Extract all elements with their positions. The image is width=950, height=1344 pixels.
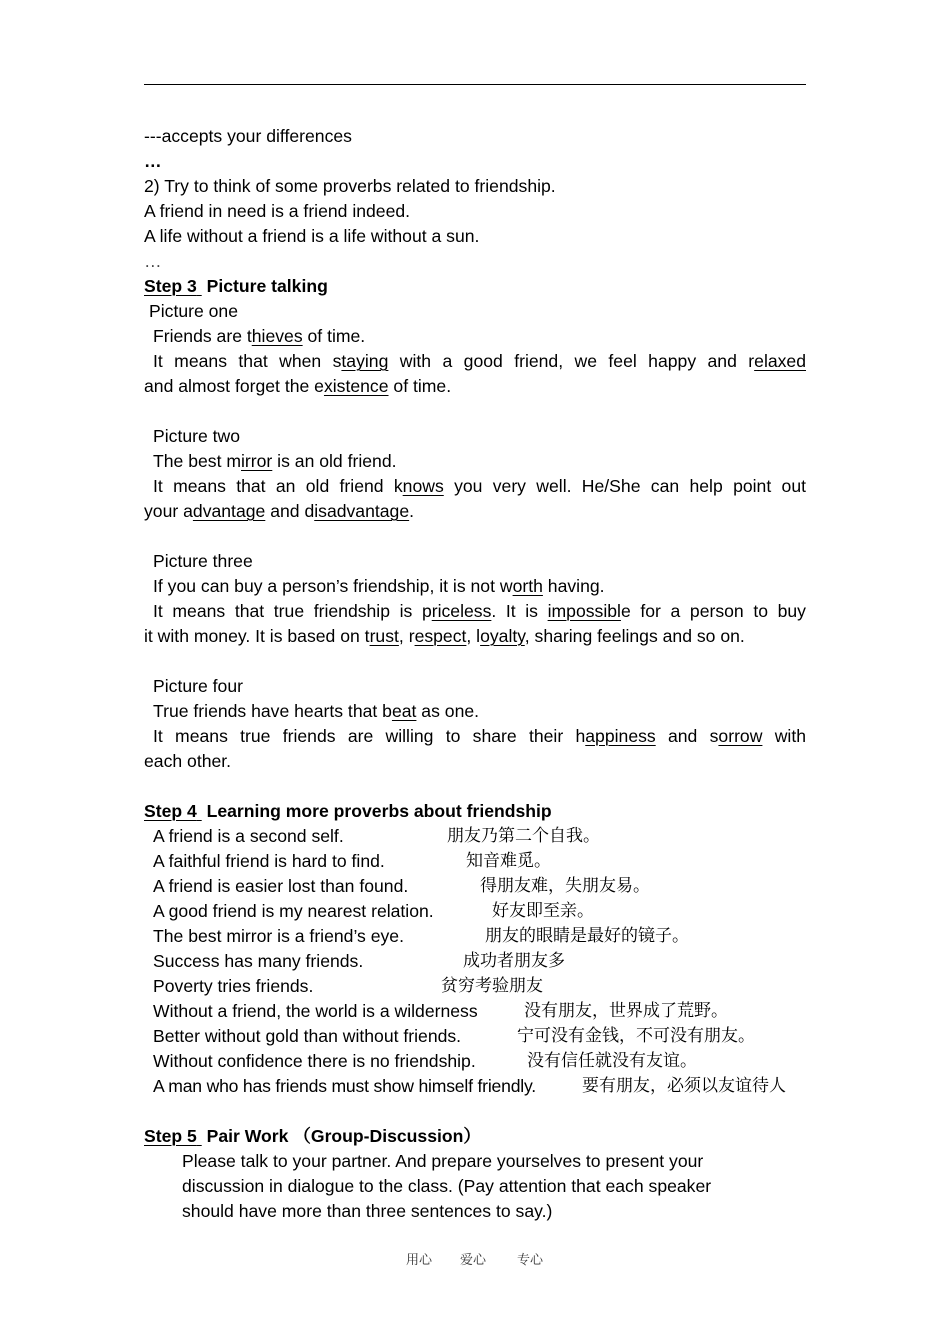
proverb-row: A friend is a second self. 朋友乃第二个自我。 [153, 826, 600, 846]
footer-item: 爱心 [460, 1253, 487, 1268]
step-heading [144, 1124, 806, 1149]
proverb-row: A man who has friends must show himself friendly. 要有朋友，必须以友谊待人 [153, 1076, 786, 1096]
task-instruction: 2) Try to think of some proverbs related to friendship. [144, 176, 556, 196]
picture-meaning-line: It means true friends are willing to share their happiness and sorrow with [153, 726, 806, 746]
discussion-instruction-line: should have more than three sentences to say.) [182, 1201, 553, 1221]
picture-sentence: True friends have hearts that beat as one. [153, 701, 480, 721]
blank-answer: irror [241, 451, 273, 471]
step-label: Step 4 [144, 801, 197, 821]
blank-answer: impossibl [547, 601, 621, 621]
header-rule [144, 84, 806, 85]
proverb-row: Poverty tries friends. 贫穷考验朋友 [153, 976, 543, 996]
proverb-row: A faithful friend is hard to find. 知音难觅。 [153, 851, 551, 871]
picture-meaning-line: and almost forget the existence of time. [144, 376, 452, 396]
step-title: Pair Work （Group-Discussion） [206, 1126, 481, 1146]
footer-item: 专心 [517, 1253, 544, 1268]
picture-meaning-line: your advantage and disadvantage. [144, 501, 415, 521]
blank-answer: xistence [323, 376, 389, 396]
picture-heading: Picture four [153, 676, 243, 696]
document-body [144, 124, 806, 1224]
footer-item: 用心 [406, 1253, 433, 1268]
blank-answer: hieves [251, 326, 303, 346]
picture-meaning-line: each other. [144, 751, 232, 771]
step-label: Step 5 [144, 1126, 197, 1146]
text-line: ---accepts your differences [144, 126, 352, 146]
picture-meaning-line: It means that an old friend knows you very well. He/She can help point out [153, 476, 806, 496]
proverb-row: A friend is easier lost than found. 得朋友难，失朋友易。 [153, 876, 650, 896]
step-heading [144, 274, 806, 299]
proverb-row: Better without gold than without friends. 宁可没有金钱，不可没有朋友。 [153, 1026, 755, 1046]
proverb: A life without a friend is a life without a sun. [144, 226, 480, 246]
step-title: Picture talking [206, 276, 328, 296]
proverb: A friend in need is a friend indeed. [144, 201, 411, 221]
picture-heading: Picture one [149, 301, 238, 321]
blank-answer: orrow [718, 726, 763, 746]
blank-answer: rust [369, 626, 399, 646]
ellipsis: … [144, 251, 163, 271]
blank-answer: riceless [431, 601, 492, 621]
picture-meaning-line: it with money. It is based on trust, respect, loyalty, sharing feelings and so on. [144, 626, 745, 646]
picture-sentence: The best mirror is an old friend. [153, 451, 397, 471]
proverb-row: Without confidence there is no friendship. 没有信任就没有友谊。 [153, 1051, 697, 1071]
blank-answer: orth [512, 576, 543, 596]
blank-answer: oyalty [480, 626, 525, 646]
blank-answer: taying [341, 351, 389, 371]
proverb-row: The best mirror is a friend’s eye. 朋友的眼睛是最好的镜子。 [153, 926, 689, 946]
blank-answer: nows [402, 476, 444, 496]
step-title: Learning more proverbs about friendship [206, 801, 552, 821]
blank-answer: appiness [585, 726, 656, 746]
discussion-instruction-line: discussion in dialogue to the class. (Pay attention that each speaker [182, 1176, 712, 1196]
proverb-row: Success has many friends. 成功者朋友多 [153, 951, 565, 971]
blank-answer: espect [414, 626, 467, 646]
step-heading [144, 799, 806, 824]
picture-sentence: Friends are thieves of time. [153, 326, 366, 346]
step-label: Step 3 [144, 276, 197, 296]
picture-heading: Picture three [153, 551, 253, 571]
blank-answer: dvantage [192, 501, 266, 521]
discussion-instruction-line: Please talk to your partner. And prepare yourselves to present your [182, 1151, 704, 1171]
proverb-row: Without a friend, the world is a wilderness 没有朋友，世界成了荒野。 [153, 1001, 728, 1021]
blank-answer: isadvantage [314, 501, 410, 521]
picture-heading: Picture two [153, 426, 241, 446]
blank-answer: elaxed [754, 351, 806, 371]
proverb-row: A good friend is my nearest relation. 好友即至亲。 [153, 901, 594, 921]
picture-meaning-line: It means that when staying with a good friend, we feel happy and relaxed [153, 351, 806, 371]
blank-answer: eat [391, 701, 417, 721]
picture-sentence: If you can buy a person’s friendship, it is not worth having. [153, 576, 605, 596]
picture-meaning-line: It means that true friendship is priceless. It is impossible for a person to buy [153, 601, 806, 621]
ellipsis: … [144, 151, 161, 171]
